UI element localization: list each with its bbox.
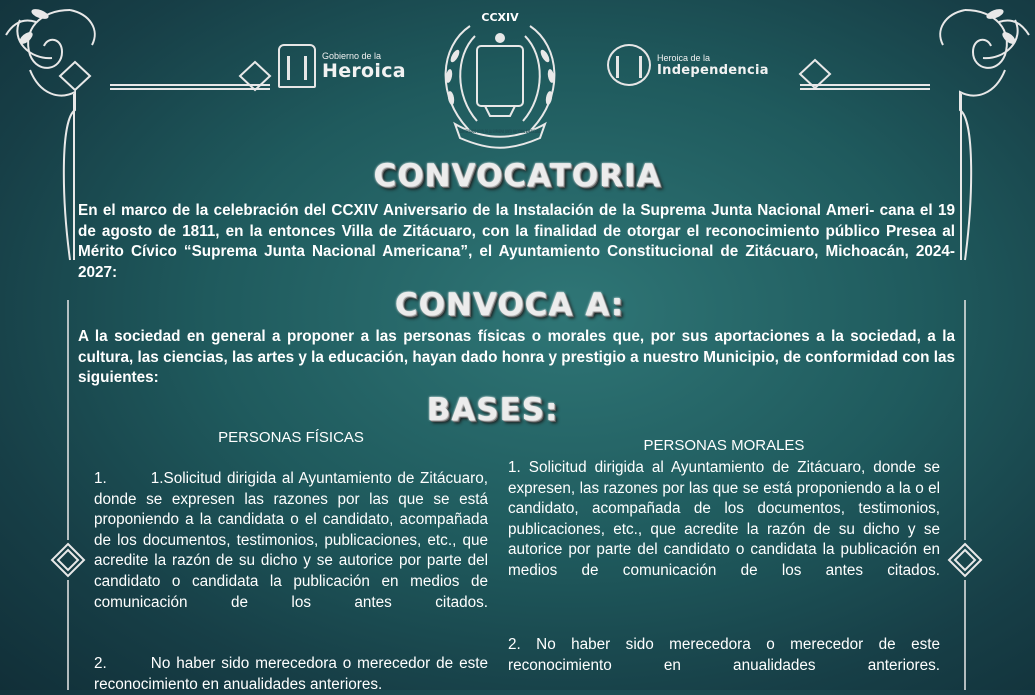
- fisicas-item-2-number: 2.: [94, 655, 107, 672]
- seal-top-text: CCXIV: [481, 11, 519, 24]
- fisicas-item-1-text: 1.Solicitud dirigida al Ayuntamiento de Zitácuaro, donde se expresen las razones por las que se está proponiendo a la candidata o el candidato, acompañada de los documentos, testimonios, publicaciones, etc., que acredite la razón de su dicho y se autorice por parte del candidato o candidata la publicación en medios de comunicación de los antes citados.: [94, 470, 488, 611]
- arch-icon: [278, 44, 316, 88]
- logo-right-big: Independencia: [657, 62, 769, 78]
- fisicas-item-2: [94, 654, 488, 695]
- fisicas-item-1: [94, 469, 488, 613]
- page-title: CONVOCATORIA: [373, 158, 662, 194]
- gobierno-logo: [278, 44, 406, 88]
- morales-item-2: 2. No haber sido merecedora o merecedor de este reconocimiento en anualidades anteriores.: [508, 636, 940, 674]
- bases-heading: BASES:: [426, 392, 559, 428]
- intro-paragraph: En el marco de la celebración del CCXIV Aniversario de la Instalación de la Suprema Junta Nacional Ameri- cana el 19 de agosto de 1811, en la entonces Villa de Zitácuaro, con la finalidad de otorgar el reconocimiento público Presea al Mérito Cívico “Suprema Junta Nacional Americana”, el Ayuntamiento Constitucional de Zitácuaro, Michoacán, 2024-2027:: [78, 202, 955, 281]
- convoca-paragraph: A la sociedad en general a proponer a las personas físicas o morales que, por sus aportaciones a la sociedad, a la cultura, las ciencias, las artes y la educación, hayan dado honra y prestigio a nuestro Municipio, de conformidad con las siguientes:: [78, 328, 955, 386]
- anniversary-seal: [415, 6, 585, 156]
- personas-morales-title: PERSONAS MORALES: [643, 437, 805, 454]
- independencia-logo: [607, 44, 769, 86]
- fisicas-item-2-text: No haber sido merecedora o merecedor de este reconocimiento en anualidades anteriores.: [94, 655, 488, 693]
- logo-left-small: Gobierno de la: [322, 50, 382, 61]
- personas-fisicas-title: PERSONAS FÍSICAS: [218, 429, 364, 446]
- convoca-heading: CONVOCA A:: [394, 287, 625, 323]
- logo-right-small: Heroica de la: [657, 52, 711, 63]
- fisicas-item-1-number: 1.: [94, 470, 107, 487]
- logo-left-big: Heroica: [322, 59, 406, 82]
- morales-item-1: 1. Solicitud dirigida al Ayuntamiento de Zitácuaro, donde se expresen, las razones por las que se está proponiendo a la o el candidato, acompañada de los documentos, testimonios, publicaciones, etc., que acredite la razón de su dicho y se autorice por parte del candidato o candidata la publicación en medios de comunicación de los antes citados.: [508, 459, 940, 579]
- seal-ribbon-text: ANIVERSARIO CCXIV DE LA SUPREMA JUNTA NACIONAL AMERICANA: [460, 129, 541, 134]
- emblem-icon: [607, 44, 651, 86]
